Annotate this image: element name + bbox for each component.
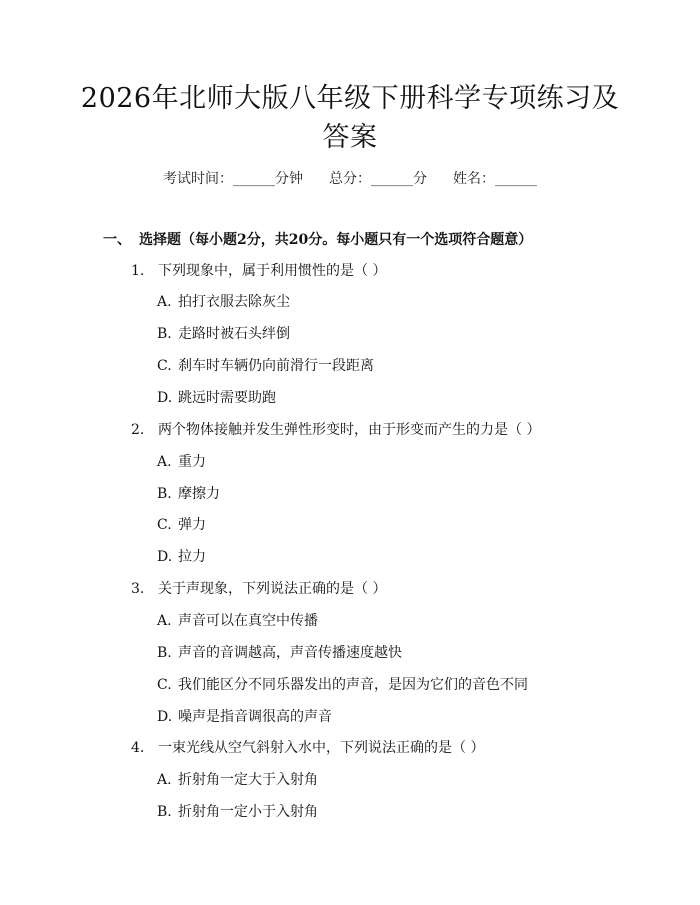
question-3-option-c [157,675,528,695]
option-letter: C. [157,358,172,374]
option-letter: A. [157,772,172,788]
question-text: 一束光线从空气斜射入水中，下列说法正确的是（ ） [158,740,485,756]
option-letter: B. [157,486,172,502]
option-text: 噪声是指音调很高的声音 [178,709,332,725]
option-text: 跳远时需要助跑 [178,390,276,406]
option-letter: D. [157,390,173,406]
option-letter: B. [157,326,172,342]
question-4-option-b [157,802,318,822]
question-number: 1. [131,263,145,279]
section-heading [103,230,532,250]
option-letter: D. [157,709,173,725]
question-text: 关于声现象，下列说法正确的是（ ） [158,581,387,597]
option-letter: A. [157,454,172,470]
question-4-option-a [157,770,318,790]
option-text: 摩擦力 [178,486,220,502]
option-letter: C. [157,517,172,533]
option-letter: A. [157,294,172,310]
option-text: 拍打衣服去除灰尘 [178,294,290,310]
question-3-option-b [157,643,402,663]
exam-time-label: 考试时间： [163,171,233,187]
exam-time-unit: 分钟 [275,171,303,187]
question-3-option-a [157,611,318,631]
question-2-option-b [157,484,220,504]
question-1 [131,261,386,281]
exam-time-blank: ______ [233,171,275,187]
question-2-option-a [157,452,206,472]
question-2 [131,420,540,440]
question-text: 两个物体接触并发生弹性形变时，由于形变而产生的力是（ ） [158,422,541,438]
section-number: 一、 [103,232,131,248]
option-text: 声音可以在真空中传播 [178,613,318,629]
exam-info-line [0,169,700,189]
student-name-blank: ______ [495,171,537,187]
option-text: 拉力 [178,549,206,565]
option-letter: C. [157,677,172,693]
question-number: 3. [131,581,145,597]
document-title-line-2: 答案 [322,122,378,153]
question-number: 2. [131,422,145,438]
question-2-option-c [157,515,206,535]
option-text: 声音的音调越高，声音传播速度越快 [178,645,402,661]
question-3 [131,579,386,599]
document-title-line-1: 2026年北师大版八年级下册科学专项练习及 [80,83,620,114]
section-title: 选择题（每小题2分，共20分。每小题只有一个选项符合题意） [139,232,533,248]
student-name-label: 姓名： [453,171,495,187]
total-score-unit: 分 [413,171,427,187]
question-number: 4. [131,740,145,756]
question-text: 下列现象中，属于利用惯性的是（ ） [158,263,387,279]
option-text: 重力 [178,454,206,470]
option-letter: D. [157,549,173,565]
option-text: 折射角一定小于入射角 [178,804,318,820]
option-letter: A. [157,613,172,629]
question-4 [131,738,484,758]
option-letter: B. [157,804,172,820]
option-letter: B. [157,645,172,661]
option-text: 刹车时车辆仍向前滑行一段距离 [178,358,374,374]
question-1-option-b [157,324,290,344]
question-1-option-a [157,292,290,312]
total-score-blank: ______ [371,171,413,187]
question-3-option-d [157,707,332,727]
option-text: 我们能区分不同乐器发出的声音，是因为它们的音色不同 [178,677,528,693]
option-text: 弹力 [178,517,206,533]
question-1-option-c [157,356,374,376]
question-2-option-d [157,547,206,567]
total-score-label: 总分： [329,171,371,187]
option-text: 走路时被石头绊倒 [178,326,290,342]
option-text: 折射角一定大于入射角 [178,772,318,788]
question-1-option-d [157,388,276,408]
